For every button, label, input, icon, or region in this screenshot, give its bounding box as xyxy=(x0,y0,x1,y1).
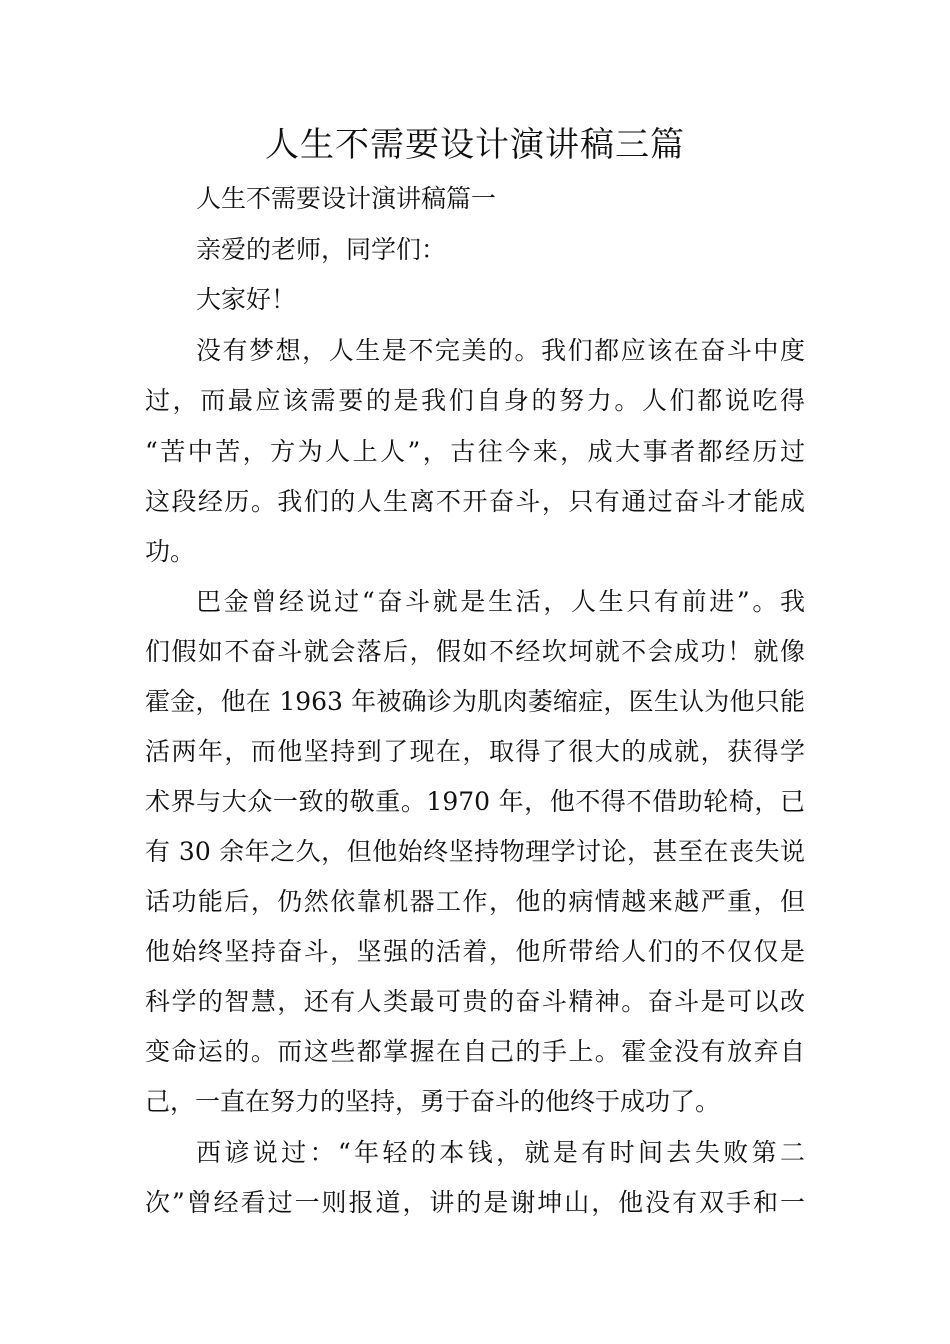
paragraph-line: 这段经历。我们的人生离不开奋斗，只有通过奋斗才能成 xyxy=(145,487,805,516)
paragraph-line: 话功能后，仍然依靠机器工作，他的病情越来越严重，但 xyxy=(145,887,805,916)
paragraph-line: 们假如不奋斗就会落后，假如不经坎坷就不会成功！就像 xyxy=(145,637,805,666)
paragraph-line: 次”曾经看过一则报道，讲的是谢坤山，他没有双手和一 xyxy=(145,1188,805,1217)
salutation: 亲爱的老师，同学们： xyxy=(196,235,447,264)
paragraph-line: 己，一直在努力的坚持，勇于奋斗的他终于成功了。 xyxy=(145,1087,721,1116)
section-heading: 人生不需要设计演讲稿篇一 xyxy=(196,184,497,213)
paragraph-line: 有 30 余年之久，但他始终坚持物理学讨论，甚至在丧失说 xyxy=(145,837,805,866)
paragraph-line: 西谚说过：“年轻的本钱，就是有时间去失败第二 xyxy=(196,1138,805,1167)
paragraph-line: 过，而最应该需要的是我们自身的努力。人们都说吃得 xyxy=(145,386,805,415)
paragraph-line: 没有梦想，人生是不完美的。我们都应该在奋斗中度 xyxy=(196,336,805,365)
paragraph-line: 变命运的。而这些都掌握在自己的手上。霍金没有放弃自 xyxy=(145,1037,805,1066)
paragraph-line: 术界与大众一致的敬重。1970 年，他不得不借助轮椅，已 xyxy=(145,787,805,816)
paragraph-line: 他始终坚持奋斗，坚强的活着，他所带给人们的不仅仅是 xyxy=(145,937,805,966)
paragraph-line: 霍金，他在 1963 年被确诊为肌肉萎缩症，医生认为他只能 xyxy=(145,687,805,716)
paragraph-line: 活两年，而他坚持到了现在，取得了很大的成就，获得学 xyxy=(145,737,805,766)
paragraph-line: “苦中苦，方为人上人”，古往今来，成大事者都经历过 xyxy=(145,437,805,466)
document-title: 人生不需要设计演讲稿三篇 xyxy=(265,125,685,165)
paragraph-line: 功。 xyxy=(145,537,196,566)
greeting: 大家好！ xyxy=(196,285,297,314)
paragraph-line: 巴金曾经说过“奋斗就是生活，人生只有前进”。我 xyxy=(196,587,805,616)
paragraph-line: 科学的智慧，还有人类最可贵的奋斗精神。奋斗是可以改 xyxy=(145,987,805,1016)
